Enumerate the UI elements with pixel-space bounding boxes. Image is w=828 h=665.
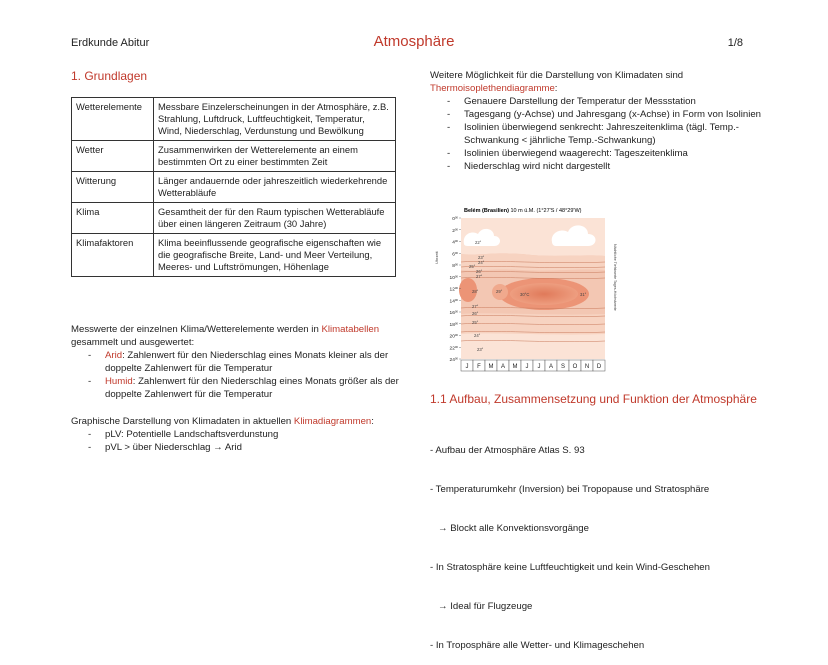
list-item: - Temperaturumkehr (Inversion) bei Tropopause und Stratosphäre xyxy=(430,484,710,495)
table-term: Klima xyxy=(72,203,154,234)
thermo-list xyxy=(430,95,770,173)
y-tick-label: $2^{00}$ xyxy=(452,227,458,234)
table-row xyxy=(72,141,396,172)
arid-humid-list xyxy=(71,349,401,401)
month-label: A xyxy=(500,364,506,370)
month-label: M xyxy=(512,364,518,370)
list-item: → Ideal für Flugzeuge xyxy=(430,601,533,612)
list-item: - In Stratosphäre keine Luftfeuchtigkeit und kein Wind-Geschehen xyxy=(430,562,710,573)
section-heading-aufbau: 1.1 Aufbau, Zusammensetzung und Funktion der Atmosphäre xyxy=(430,392,757,406)
humid-term: Humid xyxy=(105,376,133,387)
list-item: - Niederschlag wird nicht dargestellt xyxy=(430,160,770,173)
page-number: 1/8 xyxy=(727,37,743,49)
month-label: J xyxy=(525,364,529,370)
y-tick-label: $8^{00}$ xyxy=(452,262,458,269)
month-label: J xyxy=(465,364,469,370)
isotherm-label-24b: 24° xyxy=(474,333,481,338)
table-term: Wetterelemente xyxy=(72,98,154,141)
list-item: - Isolinien überwiegend waagerecht: Tageszeitenklima xyxy=(430,147,770,160)
y-tick-label: $14^{00}$ xyxy=(449,297,458,305)
section-heading-grundlagen: 1. Grundlagen xyxy=(71,69,148,83)
month-label: A xyxy=(548,364,554,370)
list-item: - Isolinien überwiegend senkrecht: Jahreszeitenklima (tägl. Temp.-Schwankung < jährliche Temp.-Schwankung) xyxy=(430,121,770,147)
page-title: Atmosphäre xyxy=(373,33,455,50)
y-tick-label: $6^{00}$ xyxy=(452,250,458,258)
isotherm-label-26: 26° xyxy=(476,269,483,274)
messwerte-paragraph xyxy=(71,323,401,401)
month-label: N xyxy=(584,364,590,370)
isotherm-label-24: 24° xyxy=(478,260,485,265)
table-definition: Gesamtheit der für den Raum typischen Wetterabläufe über einen längeren Zeitraum (30 Jahre) xyxy=(154,203,396,234)
isotherm-label-26b: 26° xyxy=(472,311,479,316)
list-item: - Tagesgang (y-Achse) und Jahresgang (x-Achse) in Form von Isolinien xyxy=(430,108,770,121)
table-term: Witterung xyxy=(72,172,154,203)
y-tick-label: $18^{00}$ xyxy=(449,321,458,328)
isotherm-label-25: 25° xyxy=(469,264,476,269)
definitions-table xyxy=(71,97,396,277)
month-label: S xyxy=(560,364,566,370)
table-term: Wetter xyxy=(72,141,154,172)
isotherm-label-31: 31° xyxy=(580,292,587,297)
chart-title: Belém (Brasilien) 10 m ü.M. (1°27'S / 48°29'W) xyxy=(464,208,582,214)
table-row xyxy=(72,234,396,277)
humid-text: : Zahlenwert für den Niederschlag eines Monats größer als der doppelte Zahlenwert für die Temperatur xyxy=(105,376,399,400)
chart-svg xyxy=(432,204,632,374)
thermoisoplethen-term: Thermoisoplethendiagramme xyxy=(430,83,555,94)
intro-text-end: : xyxy=(554,83,558,94)
y-tick-label: $16^{00}$ xyxy=(449,309,458,316)
y-tick-label: $12^{00}$ xyxy=(449,286,458,293)
y-tick-label: $20^{00}$ xyxy=(449,333,458,340)
month-label: M xyxy=(488,364,494,370)
aufbau-list xyxy=(430,418,790,665)
y-tick-label: $24^{00}$ xyxy=(449,356,458,363)
isotherm-label-25b: 25° xyxy=(472,320,479,325)
month-label: J xyxy=(537,364,541,370)
graphisch-text-end: : xyxy=(371,416,374,427)
isotherm-label-27: 27° xyxy=(476,274,483,279)
table-term: Klimafaktoren xyxy=(72,234,154,277)
isotherm-label-23b: 23° xyxy=(477,347,484,352)
header-subject: Erdkunde Abitur xyxy=(71,37,150,49)
graphisch-paragraph xyxy=(71,415,401,454)
day-max-label: Tages-Höchstwerte xyxy=(613,280,617,311)
messwerte-text-end: gesammelt und ausgewertet: xyxy=(71,337,195,348)
y-tick-label: $10^{00}$ xyxy=(449,274,458,281)
y-tick-label: $22^{00}$ xyxy=(449,344,458,352)
month-label: F xyxy=(477,364,481,370)
month-label: D xyxy=(596,364,602,370)
table-row xyxy=(72,172,396,203)
table-row xyxy=(72,98,396,141)
month-axis xyxy=(461,360,605,371)
y-tick-label: $0^{00}$ xyxy=(452,215,458,222)
list-item: - Aufbau der Atmosphäre Atlas S. 93 xyxy=(430,445,585,456)
list-item: - In Troposphäre alle Wetter- und Klimageschehen xyxy=(430,640,645,651)
y-axis-title: Uhrzeit xyxy=(434,251,439,264)
table-definition: Klima beeinflussende geografische eigenschaften wie die geografische Breite, Land- und Meer Verteilung, Meeres- und Luftströmungen, Höhenlage xyxy=(154,234,396,277)
y-tick-label: $4^{00}$ xyxy=(452,239,458,246)
thermoisopleth-chart xyxy=(432,204,632,374)
isotherm-label-28: 28° xyxy=(472,289,479,294)
list-item: → Blockt alle Konvektionsvorgänge xyxy=(430,523,589,534)
list-item: - Genauere Darstellung der Temperatur der Messstation xyxy=(430,95,770,108)
table-definition: Länger andauernde oder jahreszeitlich wiederkehrende Wetterabläufe xyxy=(154,172,396,203)
month-label: O xyxy=(572,364,578,370)
messwerte-text: Messwerte der einzelnen Klima/Wetterelemente werden in xyxy=(71,324,322,335)
table-row xyxy=(72,203,396,234)
graphisch-text: Graphische Darstellung von Klimadaten in aktuellen xyxy=(71,416,294,427)
graph-list xyxy=(71,428,401,454)
klimadiagramme-term: Klimadiagrammen xyxy=(293,416,372,427)
list-item xyxy=(71,349,401,375)
isotherm-label-29: 29° xyxy=(496,289,503,294)
list-item: - pVL > über Niederschlag → Arid xyxy=(71,441,401,454)
isotherm-label-27b: 27° xyxy=(472,304,479,309)
isotherm-label-30: 30°C xyxy=(520,292,530,297)
klimatabellen-term: Klimatabellen xyxy=(321,324,380,335)
table-definition: Messbare Einzelerscheinungen in der Atmosphäre, z.B. Strahlung, Luftdruck, Luftfeuchtigkeit, Temperatur, Wind, Niederschlag, Verdunstung und Bewölkung xyxy=(154,98,396,141)
list-item xyxy=(71,375,401,401)
isotherm-label-22: 22° xyxy=(475,240,482,245)
isotherm-label-23: 23° xyxy=(478,255,485,260)
thermoisoplethen-paragraph xyxy=(430,69,770,173)
arid-text: : Zahlenwert für den Niederschlag eines Monats kleiner als der doppelte Zahlenwert für die Temperatur xyxy=(105,350,389,374)
intro-text: Weitere Möglichkeit für die Darstellung von Klimadaten sind xyxy=(430,70,684,81)
list-item: - pLV: Potentielle Landschaftsverdunstung xyxy=(71,428,401,441)
table-definition: Zusammenwirken der Wetterelemente an einem bestimmten Ort zu einer bestimmten Zeit xyxy=(154,141,396,172)
arid-term: Arid xyxy=(105,350,123,361)
night-min-label: Nächtliche Tiefstwerte xyxy=(613,244,617,280)
